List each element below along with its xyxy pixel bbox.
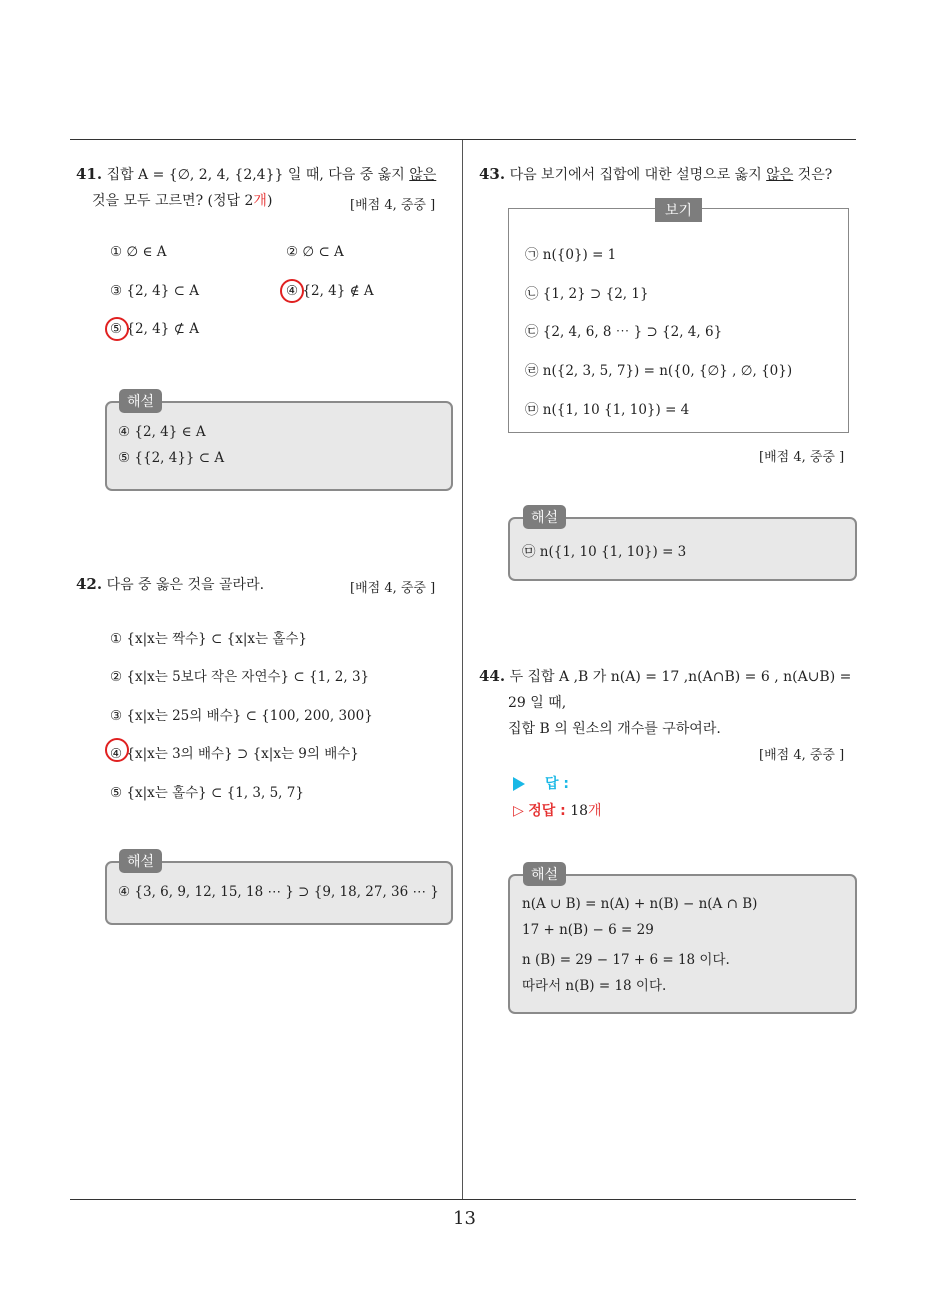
option-2[interactable]: ② {x|x는 5보다 작은 자연수} ⊂ {1, 2, 3} <box>110 669 370 685</box>
answer-mark-circle <box>105 738 129 762</box>
question-text: 두 집합 A ,B 가 n(A) = 17 ,n(A∩B) = 6 , n(A∪B) = <box>509 669 852 685</box>
column-divider <box>462 140 463 1200</box>
option-4[interactable]: ④ {2, 4} ∉ A <box>286 283 374 299</box>
bogi-item: ㉡ {1, 2} ⊃ {2, 1} <box>525 286 649 302</box>
question-number: 42. <box>76 575 103 593</box>
score-meta: [배점 4, 중중 ] <box>350 581 436 596</box>
answer-mark-circle <box>280 279 304 303</box>
underlined-word: 않은 <box>766 167 794 183</box>
question-44 <box>479 663 851 742</box>
explanation-line: ④ {3, 6, 9, 12, 15, 18 ⋯ } ⊃ {9, 18, 27, 36 ⋯ } <box>118 884 439 900</box>
correct-unit: 개 <box>588 803 602 819</box>
correct-value: 18 <box>570 803 589 819</box>
bogi-item: ㉢ {2, 4, 6, 8 ⋯ } ⊃ {2, 4, 6} <box>525 324 723 340</box>
page-number: 13 <box>453 1208 476 1229</box>
option-1[interactable]: ① ∅ ∈ A <box>110 244 167 260</box>
bogi-tag: 보기 <box>655 198 702 222</box>
answer-label: 답 : <box>545 776 569 792</box>
question-text: 것은? <box>793 167 833 183</box>
question-text: 것을 모두 고르면? (정답 2 <box>92 193 254 209</box>
option-5[interactable]: ⑤ {x|x는 홀수} ⊂ {1, 3, 5, 7} <box>110 785 304 801</box>
option-3[interactable]: ③ {x|x는 25의 배수} ⊂ {100, 200, 300} <box>110 708 373 724</box>
score-meta: [배점 4, 중중 ] <box>759 748 845 763</box>
question-text: 다음 보기에서 집합에 대한 설명으로 옳지 <box>509 167 767 183</box>
answer-row[interactable] <box>513 773 569 793</box>
explanation-tag: 해설 <box>523 505 566 529</box>
question-number: 43. <box>479 165 506 183</box>
explanation-line: 17 + n(B) − 6 = 29 <box>522 922 654 938</box>
answer-count-unit: 개 <box>253 193 267 209</box>
explanation-tag: 해설 <box>119 849 162 873</box>
question-text: 다음 중 옳은 것을 골라라. <box>106 577 265 593</box>
question-text: 29 일 때, <box>508 695 567 711</box>
option-1[interactable]: ① {x|x는 짝수} ⊂ {x|x는 홀수} <box>110 631 308 647</box>
explanation-line: n(A ∪ B) = n(A) + n(B) − n(A ∩ B) <box>522 896 758 912</box>
bottom-rule <box>70 1199 856 1200</box>
explanation-line: ⑤ {{2, 4}} ⊂ A <box>118 450 225 466</box>
score-meta: [배점 4, 중중 ] <box>759 450 845 465</box>
option-3[interactable]: ③ {2, 4} ⊂ A <box>110 283 199 299</box>
correct-label: 정답 : <box>528 803 566 819</box>
question-number: 44. <box>479 667 506 685</box>
question-text: 집합 B 의 원소의 개수를 구하여라. <box>508 721 721 737</box>
explanation-tag: 해설 <box>523 862 566 886</box>
question-42 <box>76 571 264 598</box>
explanation-tag: 해설 <box>119 389 162 413</box>
bogi-item: ㉤ n({1, 10 {1, 10}) = 4 <box>525 402 690 418</box>
answer-mark-circle <box>105 317 129 341</box>
bogi-item: ㉠ n({0}) = 1 <box>525 247 617 263</box>
outline-arrow-icon: ▷ <box>513 803 524 819</box>
explanation-line: n (B) = 29 − 17 + 6 = 18 이다. <box>522 952 730 968</box>
score-meta: [배점 4, 중중 ] <box>350 198 436 213</box>
play-arrow-icon <box>513 777 525 791</box>
question-text: ) <box>266 193 273 209</box>
question-text: 집합 A = {∅, 2, 4, {2,4}} 일 때, 다음 중 옳지 <box>106 167 410 183</box>
option-5[interactable]: ⑤ {2, 4} ⊄ A <box>110 321 199 337</box>
explanation-line: ④ {2, 4} ∈ A <box>118 424 206 440</box>
option-2[interactable]: ② ∅ ⊂ A <box>286 244 344 260</box>
question-43 <box>479 161 832 188</box>
explanation-box <box>105 401 453 491</box>
top-rule <box>70 139 856 140</box>
option-4[interactable]: ④ {x|x는 3의 배수} ⊃ {x|x는 9의 배수} <box>110 746 359 762</box>
question-number: 41. <box>76 165 103 183</box>
explanation-line: ㉤ n({1, 10 {1, 10}) = 3 <box>522 544 687 560</box>
underlined-word: 않은 <box>409 167 437 183</box>
correct-answer-row <box>513 800 602 820</box>
explanation-line: 따라서 n(B) = 18 이다. <box>522 978 667 994</box>
bogi-item: ㉣ n({2, 3, 5, 7}) = n({0, {∅} , ∅, {0}) <box>525 363 793 379</box>
